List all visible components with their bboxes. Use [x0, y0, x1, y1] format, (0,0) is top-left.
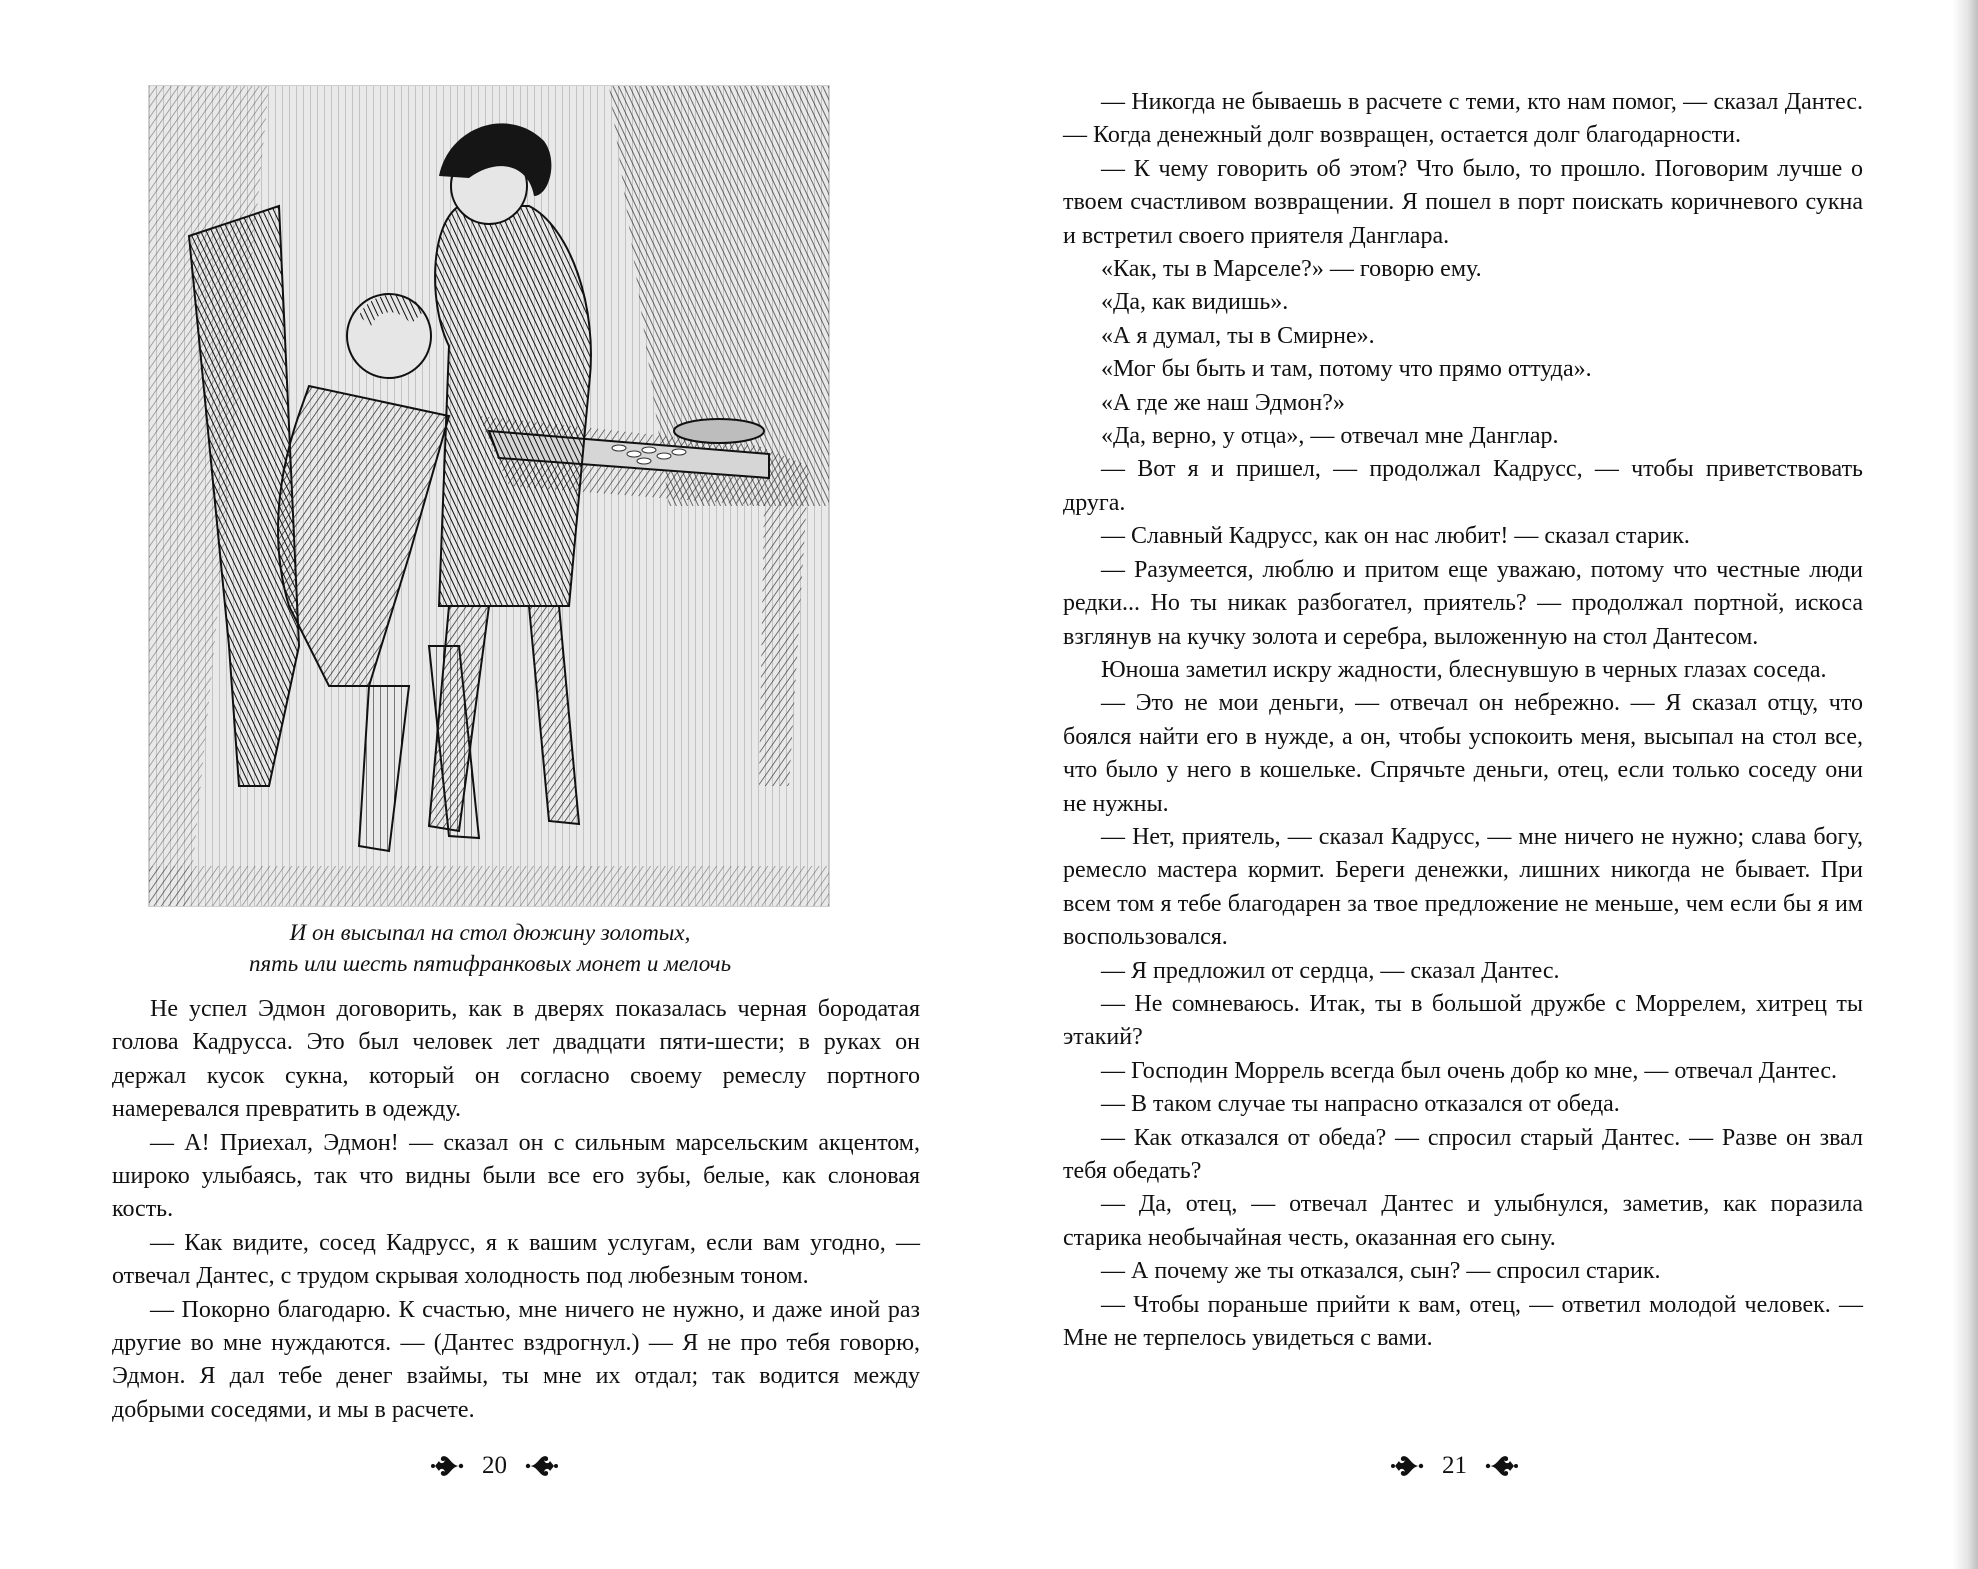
paragraph: «Да, верно, у отца», — отвечал мне Данглар. [1101, 423, 1559, 450]
paragraph: «Да, как видишь». [1101, 289, 1289, 316]
paragraph: — К чему говорить об этом? Что было, то прошло. Поговорим лучше о твоем счастливом возвращении. Я пошел в порт поискать коричневого сукна и встретил своего приятеля Данглара. [1063, 155, 1863, 249]
paragraph: Юноша заметил искру жадности, блеснувшую в черных глазах соседа. [1101, 656, 1827, 683]
fleuron-ornament-icon [430, 1452, 464, 1480]
page-number: 21 [1442, 1452, 1467, 1479]
paragraph: — Не сомневаюсь. Итак, ты в большой дружбе с Моррелем, хитрец ты этакий? [1063, 990, 1863, 1051]
paragraph: — А почему же ты отказался, сын? — спросил старик. [1101, 1258, 1661, 1285]
caption-line: пять или шесть пятифранковых монет и мелочь [248, 951, 732, 976]
paragraph: — Никогда не бываешь в расчете с теми, кто нам помог, — сказал Дантес. — Когда денежный долг возвращен, остается долг благодарности. [1063, 89, 1863, 149]
fleuron-ornament-icon [1485, 1452, 1519, 1480]
paragraph: Не успел Эдмон договорить, как в дверях показалась черная бородатая голова Кадрусса. Это был человек лет двадцати пяти-шести; в руках он держал кусок сукна, который он согласно своему ремеслу портного намеревался превратить в одежду. [112, 996, 920, 1123]
paragraph: — Вот я и пришел, — продолжал Кадрусс, — чтобы приветствовать друга. [1063, 456, 1863, 516]
paragraph: «Как, ты в Марселе?» — говорю ему. [1101, 256, 1482, 283]
illustration-caption [140, 917, 840, 979]
paragraph: — В таком случае ты напрасно отказался от обеда. [1101, 1091, 1620, 1118]
paragraph: — Славный Кадрусс, как он нас любит! — сказал старик. [1101, 523, 1690, 550]
paragraph: — Да, отец, — отвечал Дантес и улыбнулся, заметив, как поразила старика необычайная честь, оказанная его сыну. [1063, 1191, 1863, 1251]
right-page-text [1063, 86, 1863, 1355]
left-page-text [112, 993, 920, 1427]
paragraph: — Господин Моррель всегда был очень добр ко мне, — отвечал Дантес. [1101, 1057, 1838, 1084]
fleuron-ornament-icon [525, 1452, 559, 1480]
paragraph: — А! Приехал, Эдмон! — сказал он с сильным марсельским акцентом, широко улыбаясь, так что видны были все его зубы, белые, как слоновая кость. [112, 1129, 920, 1223]
paragraph: — Покорно благодарю. К счастью, мне ничего не нужно, и даже иной раз другие во мне нуждаются. — (Дантес вздрогнул.) — Я не про тебя говорю, Эдмон. Я дал тебе денег взаймы, ты мне их отдал; так водится между добрыми соседями, и мы в расчете. [112, 1296, 920, 1423]
paragraph: — Нет, приятель, — сказал Кадрусс, — мне ничего не нужно; слава богу, ремесло мастера кормит. Береги денежки, лишних никогда не бывает. При всем том я тебе благодарен за твое предложение не меньше, чем если бы я им воспользовался. [1063, 823, 1863, 951]
paragraph: «А где же наш Эдмон?» [1101, 389, 1345, 416]
fleuron-ornament-icon [1390, 1452, 1424, 1480]
paragraph: — Разумеется, люблю и притом еще уважаю, потому что честные люди редки... Но ты никак разбогател, приятель? — продолжал портной, искоса взглянув на кучку золота и серебра, выложенную на стол Дантесом. [1063, 556, 1863, 650]
paragraph: — Как видите, сосед Кадрусс, я к вашим услугам, если вам угодно, — отвечал Дантес, с трудом скрывая холодность под любезным тоном. [112, 1229, 920, 1290]
page-number-right [1390, 1452, 1519, 1480]
illustration [148, 85, 830, 907]
page-number-left [430, 1452, 559, 1480]
page-edge-shadow [1952, 0, 1978, 1569]
paragraph: — Это не мои деньги, — отвечал он небрежно. — Я сказал отцу, что боялся найти его в нужде, а он, чтобы успокоить меня, высыпал на стол все, что было у него в кошельке. Спрячьте деньги, отец, если только соседу они не нужны. [1063, 690, 1863, 817]
paragraph: — Я предложил от сердца, — сказал Дантес. [1101, 957, 1560, 984]
paragraph: «Мог бы быть и там, потому что прямо оттуда». [1101, 356, 1592, 383]
paragraph: — Чтобы пораньше прийти к вам, отец, — ответил молодой человек. — Мне не терпелось увидеться с вами. [1063, 1291, 1863, 1352]
paragraph: «А я думал, ты в Смирне». [1101, 322, 1375, 349]
paragraph: — Как отказался от обеда? — спросил старый Дантес. — Разве он звал тебя обедать? [1063, 1124, 1863, 1184]
page-number: 20 [482, 1452, 507, 1479]
engraving-two-men-at-table-icon [149, 86, 829, 906]
caption-line: И он высыпал на стол дюжину золотых, [289, 920, 691, 945]
right-page [990, 0, 1978, 1569]
